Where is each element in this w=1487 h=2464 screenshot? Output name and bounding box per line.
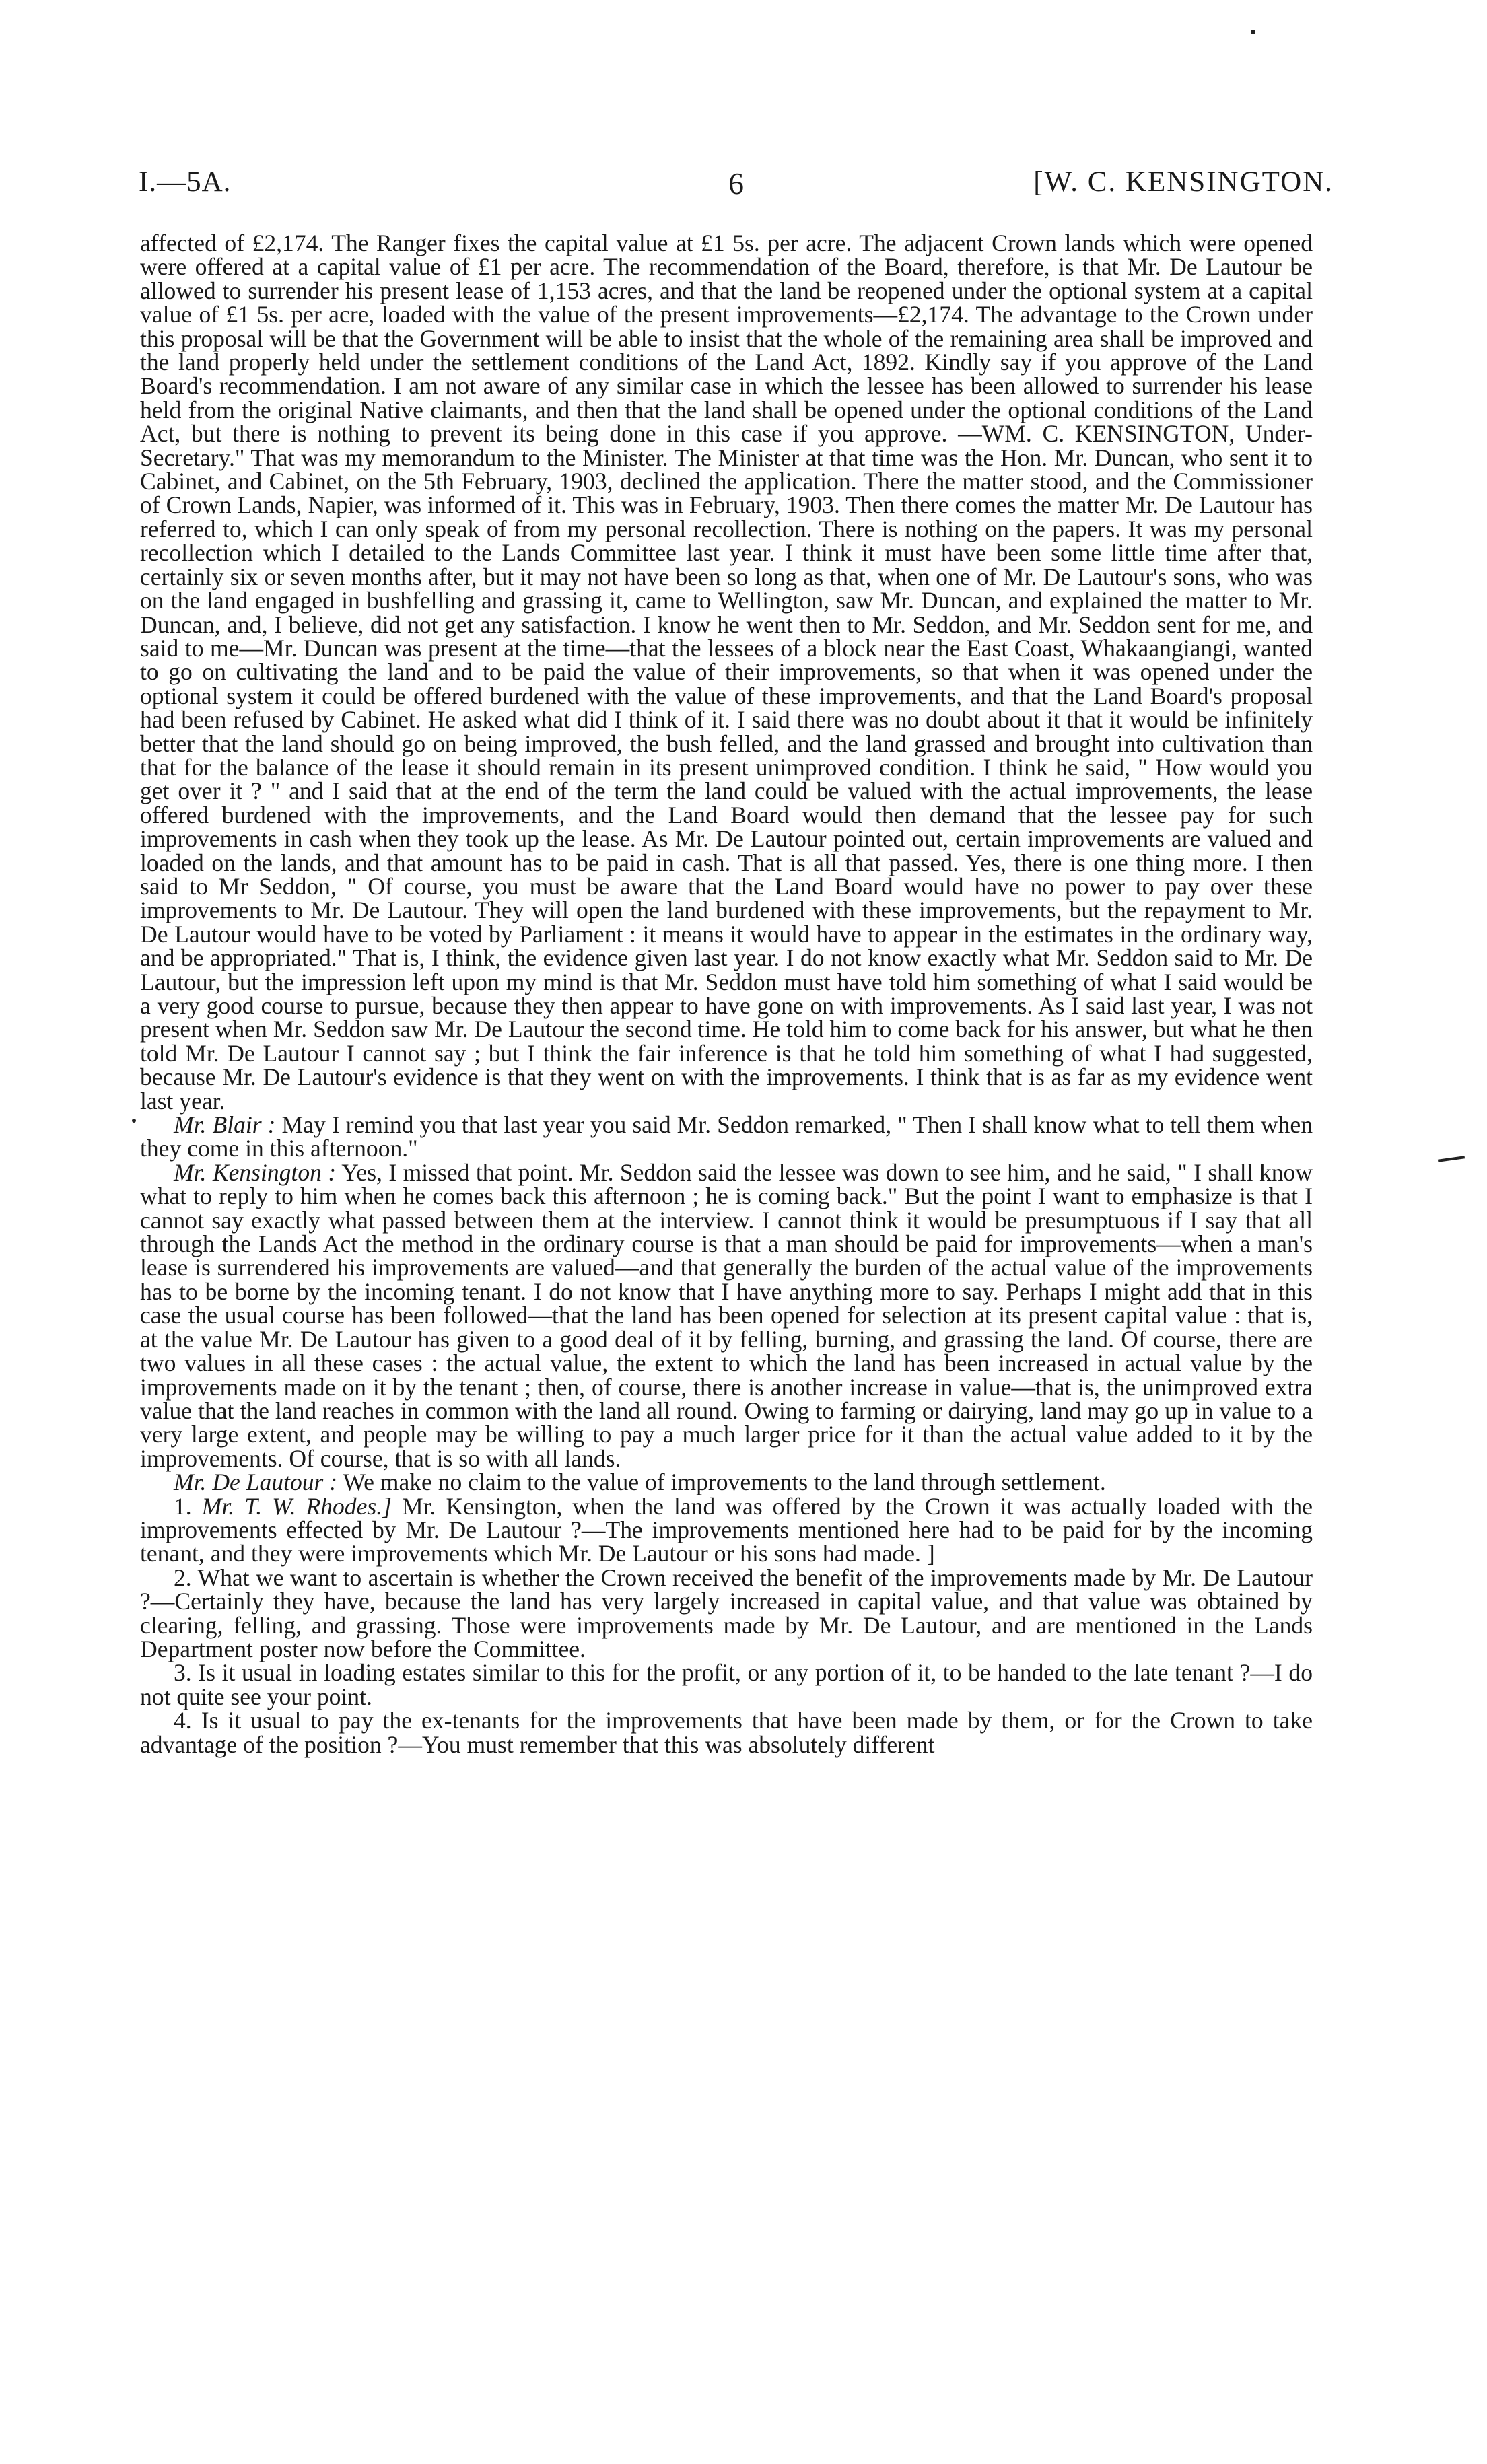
paragraph-text: 3. Is it usual in loading estates similar to this for the profit, or any portion of it, to be handed to the late tenant ?—I do not quite see your point. — [140, 1659, 1313, 1710]
speaker-name: Mr. Kensington : — [174, 1158, 337, 1186]
question-4 — [140, 1709, 1313, 1757]
paragraph-text: 2. What we want to ascertain is whether the Crown received the benefit of the improvements made by Mr. De Lautour ?—Certainly they have, because the land has very largely increased in capital value, and that value was obtained by clearing, felling, and grassing. Those were improvements made by Mr. De Lautour, and are mentioned in the Lands Department poster now before the Committee. — [140, 1563, 1313, 1662]
paragraph-memorandum — [140, 232, 1313, 1113]
paragraph-text: Mr. Kensington, when the land was offered by the Crown it was actually loaded with the improvements effected by Mr. De Lautour ?—The improvements mentioned here had to be paid for by the incoming tenant, and they were improvements which Mr. De Lautour or his sons had made. ] — [140, 1492, 1313, 1568]
header-paper-reference: I.—5A. — [139, 166, 232, 198]
paragraph-text: 4. Is it usual to pay the ex-tenants for the improvements that have been made by them, or for the Crown to take advantage of the position ?—You must remember that this was absolutely different — [140, 1707, 1313, 1758]
paragraph-kensington — [140, 1158, 1313, 1472]
question-2 — [140, 1563, 1313, 1662]
speaker-name: Mr. T. W. Rhodes.] — [201, 1492, 392, 1520]
paragraph-text: May I remind you that last year you said Mr. Seddon remarked, " Then I shall know what to tell them when they come in this afternoon." — [140, 1111, 1313, 1162]
speaker-name: Mr. Blair : — [174, 1111, 276, 1139]
margin-speck — [1251, 30, 1255, 34]
speaker-name: Mr. De Lautour : — [174, 1469, 338, 1496]
question-3 — [140, 1661, 1313, 1709]
header-witness-name: [W. C. KENSINGTON. — [1033, 166, 1334, 198]
header-page-number: 6 — [728, 166, 744, 201]
paragraph-de-lautour — [140, 1471, 1313, 1494]
margin-dot — [132, 1119, 136, 1123]
question-number: 1. — [174, 1492, 202, 1520]
body-text — [140, 232, 1313, 1757]
page-header — [139, 166, 1334, 206]
paragraph-text: Yes, I missed that point. Mr. Seddon said the lessee was down to see him, and he said, " I shall know what to reply to him when he comes back this afternoon ; he is coming back." But the point I want to emphasize is that I cannot say exactly what passed between them at the interview. I cannot think it would be presumptuous if I say that all through the Lands Act the method in the ordinary course is that a man should be paid for improvements—when a man's lease is surrendered his improvements are valued—and that generally the burden of the actual value of the improvements has to be borne by the incoming tenant. I do not know that I have anything more to say. Perhaps I might add that in this case the usual course has been followed—that the land has been opened for selection at its present capital value : that is, at the value Mr. De Lautour has given to a good deal of it by felling, burning, and grassing the land. Of course, there are two values in all these cases : the actual value, the extent to which the land has been increased in actual value by the improvements made on it by the tenant ; then, of course, there is another increase in value—that is, the unimproved extra value that the land reaches in common with the land all round. Owing to farming or dairying, land may go up in value to a very large extent, and people may be willing to pay a much larger price for it than the actual value added to it by the improvements. Of course, that is so with all lands. — [140, 1158, 1313, 1472]
paragraph-text: We make no claim to the value of improvements to the land through settlement. — [343, 1469, 1106, 1496]
paragraph-text: affected of £2,174. The Ranger fixes the capital value at £1 5s. per acre. The adjacent Crown lands which were opened were offered at a capital value of £1 per acre. The recommendation of the Board, therefore, is that Mr. De Lautour be allowed to surrender his present lease of 1,153 acres, and that the land be reopened under the optional system at a capital value of £1 5s. per acre, loaded with the value of the present improvements—£2,174. The advantage to the Crown under this proposal will be that the Government will be able to insist that the whole of the remaining area shall be improved and the land properly held under the settlement conditions of the Land Act, 1892. Kindly say if you approve of the Land Board's recommendation. I am not aware of any similar case in which the lessee has been allowed to surrender his lease held from the original Native claimants, and then that the land shall be opened under the optional conditions of the Land Act, but there is nothing to prevent its being done in this case if you approve. —WM. C. KENSINGTON, Under-Secretary." That was my memorandum to the Minister. The Minister at that time was the Hon. Mr. Duncan, who sent it to Cabinet, and Cabinet, on the 5th February, 1903, declined the application. There the matter stood, and the Commissioner of Crown Lands, Napier, was informed of it. This was in February, 1903. Then there comes the matter Mr. De Lautour has referred to, which I can only speak of from my personal recollection. There is nothing on the papers. It was my personal recollection which I detailed to the Lands Committee last year. I think it must have been some little time after that, certainly six or seven months after, but it may not have been so long as that, when one of Mr. De Lautour's sons, who was on the land engaged in bushfelling and grassing it, came to Wellington, saw Mr. Duncan, and explained the matter to Mr. Duncan, and, I believe, did not get any satisfaction. I know he went then to Mr. Seddon, and Mr. Seddon sent for me, and said to me—Mr. Duncan was present at the time—that the lessees of a block near the East Coast, Whakaangiangi, wanted to go on cultivating the land and to be paid the value of their improvements, so that when it was opened under the optional system it could be offered burdened with the value of these improvements, and that the Land Board's proposal had been refused by Cabinet. He asked what did I think of it. I said there was no doubt about it that it would be infinitely better that the land should go on being improved, the bush felled, and the land grassed and brought into cultivation than that for the balance of the lease it should remain in its present unimproved condition. I think he said, " How would you get over it ? " and I said that at the end of the term the land could be valued with the actual improvements, the lease offered burdened with the improvements, and the Land Board would then demand that the lessee pay for such improvements in cash when they took up the lease. As Mr. De Lautour pointed out, certain improvements are valued and loaded on the lands, and that amount has to be paid in cash. That is all that passed. Yes, there is one thing more. I then said to Mr Seddon, " Of course, you must be aware that the Land Board would have no power to pay over these improvements to Mr. De Lautour. They will open the land burdened with these improvements, but the repayment to Mr. De Lautour would have to be voted by Parliament : it means it would have to appear in the estimates in the ordinary way, and be appropriated." That is, I think, the evidence given last year. I do not know exactly what Mr. Seddon said to Mr. De Lautour, but the impression left upon my mind is that Mr. Seddon must have told him something of what I said would be a very good course to pursue, because they then appear to have gone on with improvements. As I said last year, I was not present when Mr. Seddon saw Mr. De Lautour the second time. He told him to come back for his answer, but what he then told Mr. De Lautour I cannot say ; but I think the fair inference is that he told him something of what I had suggested, because Mr. De Lautour's evidence is that they went on with the improvements. I think that is as far as my evidence went last year. — [140, 230, 1313, 1115]
margin-tick — [1438, 1156, 1465, 1162]
paragraph-blair — [140, 1113, 1313, 1161]
question-1 — [140, 1492, 1313, 1568]
